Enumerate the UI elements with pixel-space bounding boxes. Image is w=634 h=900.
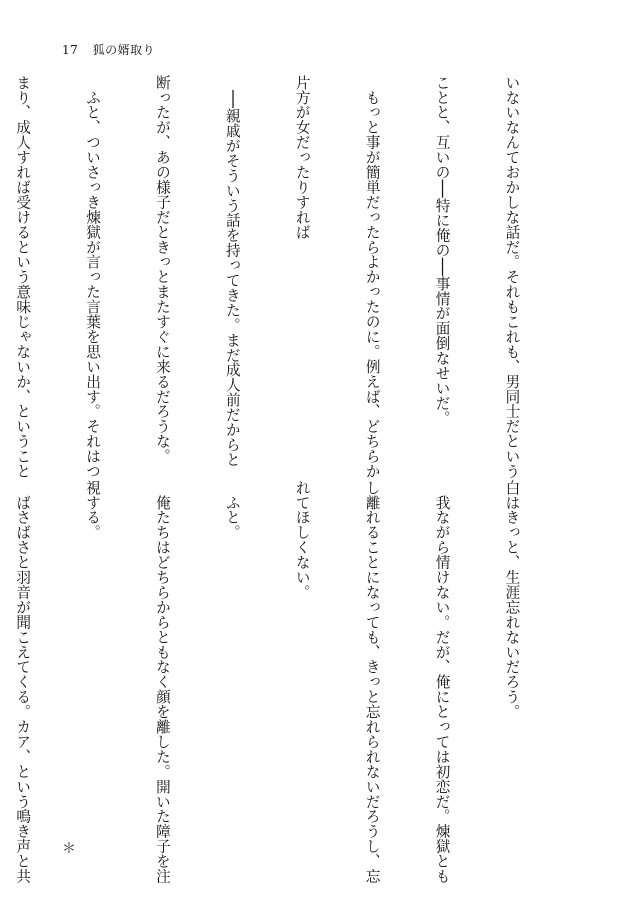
text-line: 断ったが、あの様子だときっとまたすぐに来るだろうな。: [153, 75, 171, 464]
text-block-bottom: [0, 480, 570, 884]
section-break-mark: ＊: [62, 841, 76, 857]
text-line: いないなんておかしな話だ。それもこれも、男同士だという: [503, 75, 521, 479]
text-line: ふと、ついさっき煉獄が言った言葉を思い出す。それはつ: [84, 75, 102, 479]
running-head: [62, 41, 155, 58]
text-line: し離れることになっても、きっと忘れられないだろうし、忘: [363, 480, 381, 884]
text-line: ──親戚がそういう話を持ってきた。まだ成人前だからと: [223, 75, 241, 468]
text-line: ばさばさと羽音が聞こえてくる。カア、という鳴き声と共: [14, 480, 32, 884]
text-line: 視する。: [84, 480, 102, 540]
text-line: ことと、互いの──特に俺の──事情が面倒なせいだ。: [433, 75, 451, 426]
text-line: 白はきっと、生涯忘れないだろう。: [503, 480, 521, 720]
text-line: 我ながら情けない。だが、俺にとっては初恋だ。煉獄とも: [433, 480, 451, 884]
chapter-title: 狐の婿取り: [92, 43, 156, 57]
text-line: れてほしくない。: [293, 480, 311, 600]
text-line: まり、成人すれば受けるという意味じゃないか、ということ: [14, 75, 32, 479]
text-line: 俺たちはどちらからともなく顔を離した。開いた障子を注: [153, 480, 171, 884]
text-block-top: [0, 75, 570, 479]
text-line: 片方が女だったりすれば: [293, 75, 311, 240]
text-line: もっと事が簡単だったらよかったのに。例えば、どちらか: [363, 75, 381, 479]
page-number: 17: [62, 43, 79, 57]
text-line: ふと。: [223, 480, 241, 540]
